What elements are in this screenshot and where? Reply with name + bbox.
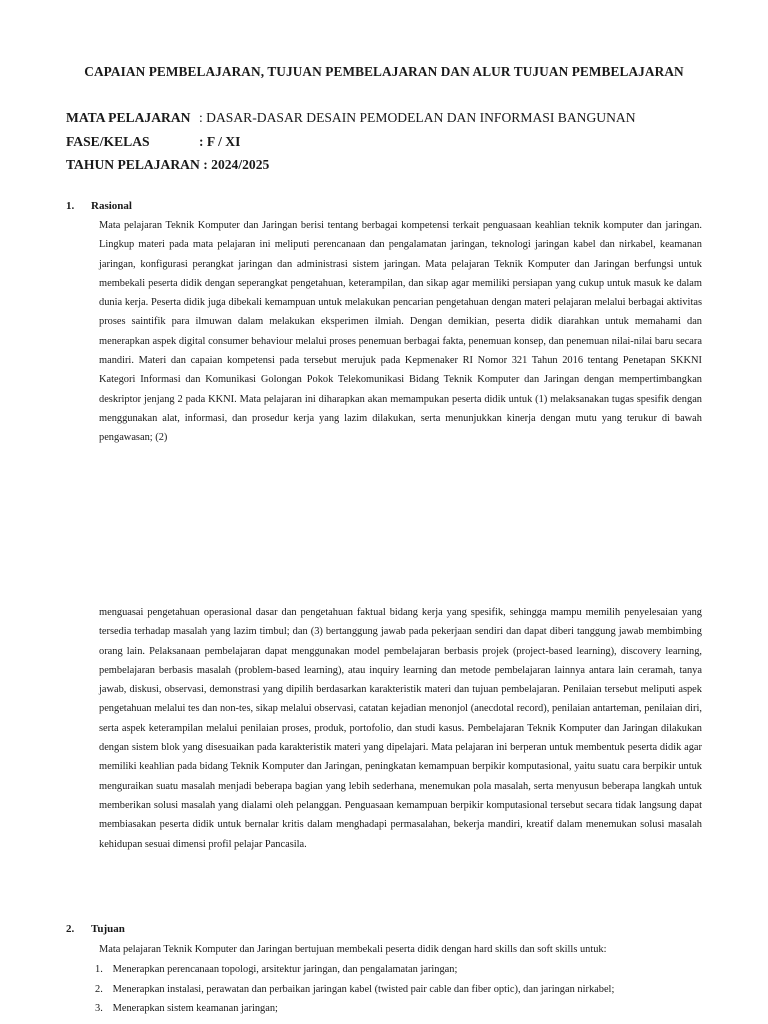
meta-phase-row <box>66 134 241 150</box>
goal-item-text: Menerapkan sistem keamanan jaringan; <box>112 1003 278 1014</box>
meta-subject-row <box>66 110 636 126</box>
meta-year-value: 2024/2025 <box>211 157 270 172</box>
goal-item <box>95 964 457 975</box>
goals-intro: Mata pelajaran Teknik Komputer dan Jaringan bertujuan membekali peserta didik dengan hard skills dan soft skills untuk: <box>99 944 607 955</box>
goal-item-text: Menerapkan perencanaan topologi, arsitektur jaringan, dan pengalamatan jaringan; <box>112 964 458 975</box>
meta-year-row <box>66 157 269 173</box>
goal-item-number: 1. <box>95 964 103 975</box>
meta-subject-label: MATA PELAJARAN <box>66 110 191 125</box>
section-2-title: Tujuan <box>91 923 125 935</box>
rationale-paragraph-bottom: menguasai pengetahuan operasional dasar dan pengetahuan faktual bidang kerja yang spesifik, sehingga mampu memilih penyelesaian yang tersedia terhadap masalah yang lazim timbul; dan (3) bertanggung jawab pada pekerjaan sendiri dan dapat diberi tanggung jawab membimbing orang lain. Pelaksanaan pembelajaran dapat menggunakan model pembelajaran berbasis projek (project-based learning), discovery learning, pembelajaran berbasis masalah (problem-based learning), atau inquiry learning dan metode pembelajaran lainnya antara lain ceramah, tanya jawab, diskusi, observasi, demonstrasi yang dipilih berdasarkan karakteristik materi dan tujuan pembelajaran. Penilaian tersebut meliputi aspek pengetahuan melalui tes dan non-tes, sikap melalui observasi, catatan kejadian menonjol (anecdotal record), penilaian antarteman, penilaian diri, serta aspek keterampilan melalui penilaian proses, produk, portofolio, dan studi kasus. Pembelajaran Teknik Komputer dan Jaringan dilakukan dengan sistem blok yang disesuaikan pada karakteristik materi yang dipelajari. Mata pelajaran ini berperan untuk membentuk peserta didik agar memiliki keahlian pada bidang Teknik Komputer dan Jaringan, peningkatan kemampuan berpikir komputasional, yaitu suatu cara berpikir untuk menguraikan suatu masalah menjadi beberapa bagian yang lebih sederhana, menemukan pola masalah, serta menyusun beberapa langkah untuk memberikan solusi masalah yang dialami oleh pelanggan. Penguasaan kemampuan berpikir komputasional tersebut secara tidak langsung dapat membiasakan peserta didik untuk bernalar kritis dalam menghadapi permasalahan, bekerja mandiri, kreatif dalam menemukan solusi masalah kehidupan sesuai dimensi profil pelajar Pancasila. <box>99 607 702 850</box>
goal-item <box>95 1003 278 1014</box>
meta-phase-value: : F / XI <box>199 134 241 149</box>
meta-subject-value: : DASAR-DASAR DESAIN PEMODELAN DAN INFORMASI BANGUNAN <box>199 110 636 125</box>
section-2-number: 2. <box>66 923 75 935</box>
rationale-paragraph-top: Mata pelajaran Teknik Komputer dan Jaringan berisi tentang berbagai kompetensi terkait penguasaan keahlian teknik komputer dan jaringan. Lingkup materi pada mata pelajaran ini meliputi perencanaan dan pengalamatan jaringan, teknologi jaringan kabel dan nirkabel, keamanan jaringan, konfigurasi perangkat jaringan dan administrasi sistem jaringan. Mata pelajaran Teknik Komputer dan Jaringan berfungsi untuk membekali peserta didik dengan seperangkat pengetahuan, keterampilan, dan sikap agar memiliki persiapan yang cukup untuk masuk ke dalam dunia kerja. Peserta didik juga dibekali kemampuan untuk melakukan pencarian pengetahuan dengan materi pelajaran melalui berbagai aktivitas proses saintifik para ilmuwan dalam melakukan eksperimen ilmiah. Dengan demikian, peserta didik diarahkan untuk memahami dan menerapkan aspek digital consumer behaviour melalui proses penemuan berbagai fakta, penemuan konsep, dan penemuan nilai-nilai baru secara mandiri. Materi dan capaian kompetensi pada tersebut merujuk pada Kepmenaker RI Nomor 321 Tahun 2016 tentang Penetapan SKKNI Kategori Informasi dan Komunikasi Golongan Pokok Telekomunikasi Bidang Teknik Komputer dan Jaringan dengan mempertimbangkan deskriptor jenjang 2 pada KKNI. Mata pelajaran ini diharapkan akan memampukan peserta didik untuk (1) melaksanakan tugas spesifik dengan menggunakan alat, informasi, dan prosedur kerja yang lazim dilakukan, serta menunjukkan kinerja dengan mutu yang terukur di bawah pengawasan; (2) <box>99 220 702 444</box>
goal-item-text: Menerapkan instalasi, perawatan dan perbaikan jaringan kabel (twisted pair cable dan fiber optic), dan jaringan nirkabel; <box>112 984 615 995</box>
goal-item <box>95 984 614 995</box>
section-1-number: 1. <box>66 200 75 212</box>
meta-phase-label: FASE/KELAS <box>66 134 150 149</box>
section-1-title: Rasional <box>91 200 132 212</box>
goal-item-number: 2. <box>95 984 103 995</box>
document-title: CAPAIAN PEMBELAJARAN, TUJUAN PEMBELAJARAN DAN ALUR TUJUAN PEMBELAJARAN <box>84 64 684 79</box>
goal-item-number: 3. <box>95 1003 103 1014</box>
meta-year-label: TAHUN PELAJARAN : <box>66 157 208 172</box>
